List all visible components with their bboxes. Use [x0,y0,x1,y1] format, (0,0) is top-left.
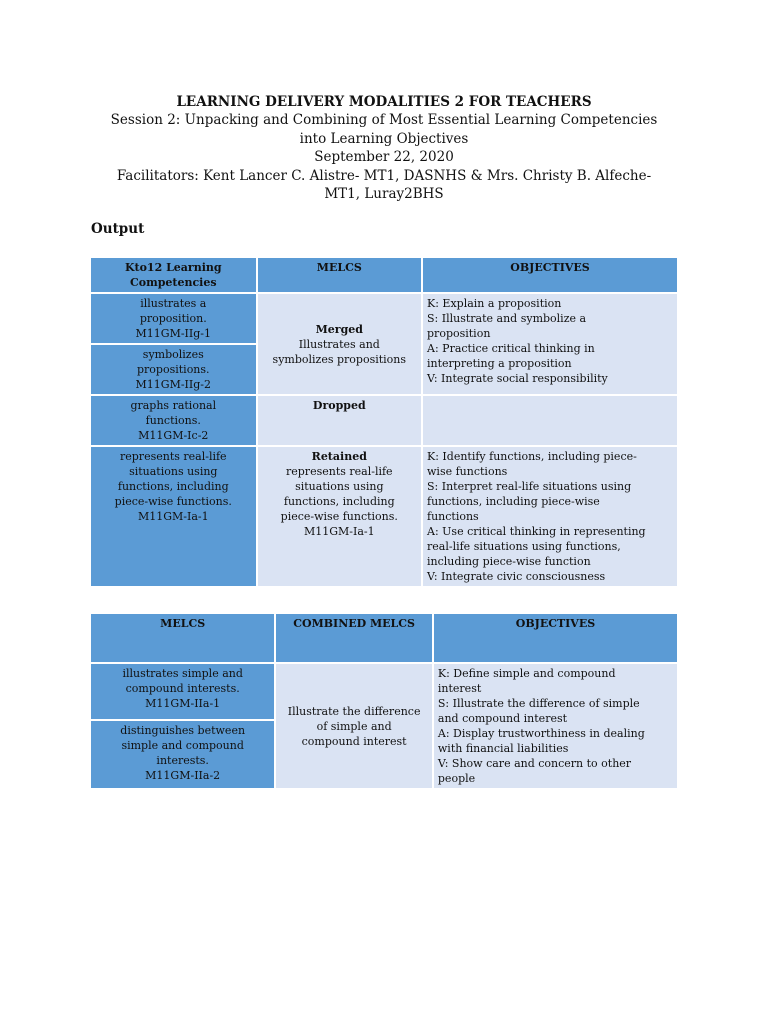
text-line: with financial liabilities [437,742,569,755]
text-line: of simple and [316,719,392,733]
text-line: M11GM-Ia-1 [137,510,209,523]
text-line: illustrates a [140,297,207,310]
text-line: M11GM-Ia-1 [303,525,375,538]
table-row [90,293,678,344]
text-line: Illustrate the difference [287,704,421,718]
header-combined-melcs: COMBINED MELCS [275,613,433,663]
objectives-cell [422,395,678,446]
header-melcs: MELCS [257,257,422,293]
session-date: September 22, 2020 [314,149,454,165]
output-label: Output [91,221,145,237]
header-objectives: OBJECTIVES [433,613,678,663]
text-line: K: Identify functions, including piece- [427,450,637,463]
text-line: simple and compound [121,738,244,752]
competency-cell [90,344,257,395]
text-line: S: Interpret real-life situations using [427,480,632,493]
table-row [90,395,678,446]
text-line: M11GM-Ic-2 [138,429,209,442]
text-line: functions, including piece-wise [427,495,600,508]
table-row [90,446,678,587]
objectives-cell [433,663,678,789]
melc-status: Merged [315,322,363,336]
text-line: functions, including [283,495,395,508]
session-line-2: into Learning Objectives [299,130,469,147]
text-line: M11GM-IIg-1 [135,327,212,340]
header-melcs: MELCS [90,613,275,663]
text-line: distinguishes between [120,723,246,737]
text-line: Illustrates and [298,337,380,351]
text-line: piece-wise functions. [280,510,398,523]
text-line: propositions. [137,363,210,376]
text-line: M11GM-IIa-2 [145,768,221,782]
text-line: functions. [145,414,201,427]
text-line: and compound interest [437,712,568,725]
competencies-table [89,256,679,588]
text-line: illustrates simple and [122,667,243,680]
text-line: interpreting a proposition [427,357,572,370]
combined-melcs-table [89,612,679,790]
melc-dropped-cell [257,395,422,446]
melc-cell [90,663,275,720]
table-row [90,663,678,720]
text-line: K: Explain a proposition [427,297,562,310]
text-line: interests. [156,753,209,767]
melc-merged-cell [257,293,422,395]
document-title: LEARNING DELIVERY MODALITIES 2 FOR TEACHERS [176,94,592,110]
text-line: compound interest [301,734,407,748]
text-line: including piece-wise function [427,555,591,568]
text-line: A: Use critical thinking in representing [427,525,646,538]
melc-retained-cell [257,446,422,587]
text-line: represents real-life [120,450,227,463]
text-line: proposition [427,327,491,340]
combined-melc-cell [275,663,433,789]
text-line: represents real-life [286,465,393,478]
text-line: people [437,772,476,785]
competency-cell [90,293,257,344]
header-objectives: OBJECTIVES [422,257,678,293]
text-line: graphs rational [130,399,217,412]
competency-cell [90,395,257,446]
text-line: M11GM-IIa-1 [145,697,221,710]
text-line: piece-wise functions. [114,495,232,508]
competency-cell [90,446,257,587]
text-line: compound interests. [125,682,240,695]
objectives-cell [422,446,678,587]
text-line: wise functions [427,465,508,478]
text-line: functions [427,510,479,523]
text-line: S: Illustrate the difference of simple [437,697,640,710]
objectives-cell [422,293,678,395]
text-line: V: Integrate social responsibility [427,372,608,385]
facilitators-line-1: Facilitators: Kent Lancer C. Alistre- MT1, DASNHS & Mrs. Christy B. Alfeche- [116,167,652,184]
session-line-1: Session 2: Unpacking and Combining of Most Essential Learning Competencies [110,112,658,128]
melc-status: Dropped [312,399,366,412]
document-header [60,93,708,204]
text-line: A: Display trustworthiness in dealing [437,727,645,740]
table-header-row [90,613,678,663]
table-header-row [90,257,678,293]
text-line: A: Practice critical thinking in [427,342,595,355]
text-line: proposition. [139,312,207,325]
text-line: symbolizes [142,348,204,361]
text-line: symbolizes propositions [272,352,407,366]
melc-status: Retained [311,450,367,463]
text-line: functions, including [117,480,229,493]
text-line: real-life situations using functions, [427,540,621,553]
text-line: S: Illustrate and symbolize a [427,312,587,325]
text-line: V: Integrate civic consciousness [427,570,606,583]
facilitators-line-2: MT1, Luray2BHS [324,186,444,202]
melc-cell [90,720,275,789]
text-line: interest [437,682,482,695]
text-line: M11GM-IIg-2 [135,378,212,391]
text-line: V: Show care and concern to other [437,757,632,770]
header-kto12: Kto12 Learning Competencies [90,257,257,293]
text-line: K: Define simple and compound [437,667,616,680]
text-line: situations using [129,465,218,478]
text-line: situations using [295,480,384,493]
